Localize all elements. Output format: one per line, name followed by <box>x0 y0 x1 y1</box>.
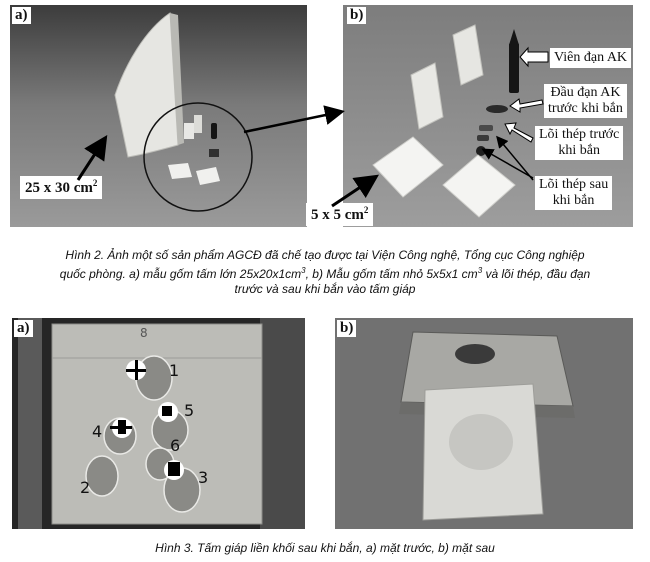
figure3-photo-a-scene <box>12 318 305 529</box>
target-marker-5 <box>158 402 178 422</box>
figure2-caption-line1: Hình 2. Ảnh một số sản phẩm AGCĐ đã chế tạo được tại Viện Công nghệ, Tổng cục Công nghiệp <box>65 248 585 262</box>
figure2-caption-line2-a: quốc phòng. a) mẫu gốm tấm lớn 25x20x1cm <box>59 267 302 281</box>
figure3-caption: Hình 3. Tấm giáp liền khối sau khi bắn, a) mặt trước, b) mặt sau <box>155 541 495 555</box>
figure2-panel-a-letter: a) <box>12 7 31 24</box>
arrow-ak-bullet <box>520 48 548 66</box>
figure2-caption-line2-c: và lõi thép, đầu đạn <box>482 267 591 281</box>
impact-number-3: 3 <box>198 468 209 487</box>
arrow-ak-tip <box>510 99 543 112</box>
figure3-photo-b <box>335 318 633 529</box>
impact-number-4: 4 <box>92 422 103 441</box>
figure3-photo-a <box>12 318 305 529</box>
label-core-before-line2: khi bắn <box>558 143 600 158</box>
figure2-caption-line2-b: , b) Mẫu gốm tấm nhỏ 5x5x1 cm <box>305 267 478 281</box>
label-ak-tip-line1: Đầu đạn AK <box>550 85 621 100</box>
figure3-panel-a-letter: a) <box>14 320 33 337</box>
figure2-caption <box>0 248 650 297</box>
figure3-photo-b-scene <box>335 318 633 529</box>
impact-number-6: 6 <box>170 436 181 455</box>
size-label-large-text: 25 x 30 cm <box>25 180 93 196</box>
figure2-caption-line2 <box>0 263 650 282</box>
arrow-core-after-1 <box>484 150 533 178</box>
size-label-small-exponent: 2 <box>363 205 369 215</box>
impact-number-5: 5 <box>184 401 195 420</box>
figure3-panel-b-letter: b) <box>337 320 356 337</box>
impact-2 <box>86 456 118 496</box>
figure2-caption-sup1: 3 <box>301 266 306 275</box>
figure2-panel-b-letter: b) <box>347 7 366 24</box>
corner-mark: 8 <box>140 326 148 340</box>
arrow-size-small <box>332 178 374 206</box>
label-ak-bullet: Viên đạn AK <box>550 48 631 68</box>
target-marker-1 <box>126 360 146 380</box>
target-marker-3 <box>164 460 184 480</box>
figure2-caption-line3: trước và sau khi bắn vào tấm giáp <box>234 282 416 296</box>
impact-number-1: 1 <box>169 361 180 380</box>
impact-number-2: 2 <box>80 478 91 497</box>
figure2-caption-sup2: 3 <box>477 266 483 275</box>
arrow-circle-to-panel-b <box>244 112 340 132</box>
figure2-arrows-overlay <box>0 0 650 240</box>
arrow-core-after-2 <box>498 138 533 180</box>
size-label-small-text: 5 x 5 cm <box>311 207 364 223</box>
label-core-after-line1: Lõi thép sau <box>539 177 609 192</box>
label-core-after-line2: khi bắn <box>552 193 595 208</box>
arrow-core-before <box>505 123 533 142</box>
label-ak-tip-line2: trước khi bắn <box>548 101 623 116</box>
arrow-size-large <box>78 140 104 180</box>
size-label-large-exponent: 2 <box>92 178 98 188</box>
label-core-before-line1: Lõi thép trước <box>539 127 620 142</box>
